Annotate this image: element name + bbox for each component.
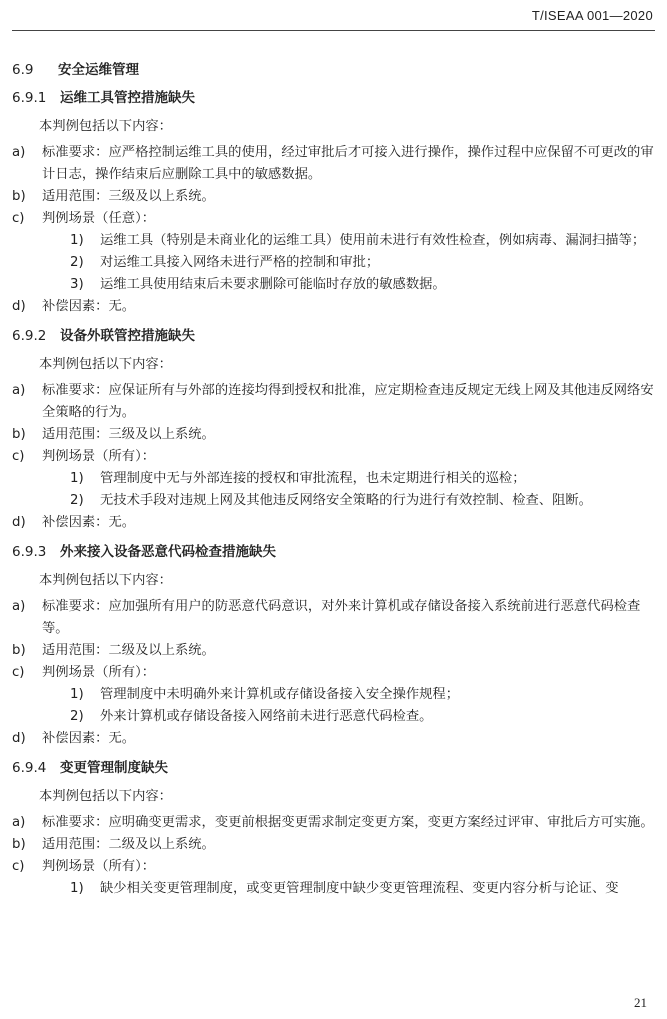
- list-item-a: [12, 380, 655, 424]
- list-item-c: [12, 662, 655, 684]
- list-marker: c): [12, 665, 25, 680]
- list-text: 补偿因素：无。: [42, 299, 136, 314]
- section-heading-6-9: [12, 62, 655, 78]
- sub-marker: 2): [70, 255, 84, 270]
- sub-marker: 1): [70, 881, 84, 896]
- list-item-a: [12, 142, 655, 186]
- section-number: 6.9: [12, 62, 34, 78]
- list-item-b: [12, 834, 655, 856]
- sub-text: 无技术手段对违规上网及其他违反网络安全策略的行为进行有效控制、检查、阻断。: [100, 493, 592, 508]
- sub-item-2: [12, 706, 655, 728]
- list-marker: d): [12, 299, 26, 314]
- list-item-c: [12, 208, 655, 230]
- sub-marker: 1): [70, 687, 84, 702]
- sub-marker: 2): [70, 493, 84, 508]
- list-text: 标准要求：应加强所有用户的防恶意代码意识，对外来计算机或存储设备接入系统前进行恶意代码检查等。: [42, 599, 641, 636]
- list-item-a: [12, 812, 655, 834]
- sub-item-1: [12, 878, 655, 900]
- section-6-9-2: [12, 328, 655, 534]
- sub-text: 管理制度中未明确外来计算机或存储设备接入安全操作规程；: [100, 687, 460, 702]
- subsection-number: 6.9.2: [12, 328, 47, 344]
- list-marker: d): [12, 515, 26, 530]
- subsection-number: 6.9.4: [12, 760, 47, 776]
- sub-text: 运维工具（特别是未商业化的运维工具）使用前未进行有效性检查，例如病毒、漏洞扫描等；: [100, 233, 646, 248]
- sub-text: 缺少相关变更管理制度，或变更管理制度中缺少变更管理流程、变更内容分析与论证、变: [100, 881, 619, 896]
- sub-item-1: [12, 230, 655, 252]
- document-body: [12, 62, 655, 910]
- page-number: 21: [634, 995, 647, 1010]
- intro-text: 本判例包括以下内容：: [39, 573, 172, 588]
- sub-item-2: [12, 490, 655, 512]
- sub-marker: 1): [70, 233, 84, 248]
- subsection-title: 变更管理制度缺失: [60, 760, 168, 776]
- subsection-title: 运维工具管控措施缺失: [60, 90, 195, 106]
- section-title: 安全运维管理: [58, 62, 139, 78]
- list-text: 适用范围：三级及以上系统。: [42, 189, 215, 204]
- list-marker: d): [12, 731, 26, 746]
- list-text: 适用范围：二级及以上系统。: [42, 837, 215, 852]
- subsection-heading: [12, 328, 655, 344]
- list-marker: b): [12, 427, 26, 442]
- list-item-d: [12, 728, 655, 750]
- list-item-b: [12, 186, 655, 208]
- intro-text: 本判例包括以下内容：: [39, 119, 172, 134]
- sub-text: 运维工具使用结束后未要求删除可能临时存放的敏感数据。: [100, 277, 446, 292]
- list-text: 补偿因素：无。: [42, 515, 136, 530]
- list-text: 适用范围：三级及以上系统。: [42, 427, 215, 442]
- sub-item-1: [12, 684, 655, 706]
- section-6-9-1: [12, 90, 655, 318]
- list-marker: b): [12, 837, 26, 852]
- list-marker: b): [12, 643, 26, 658]
- section-6-9-4: [12, 760, 655, 900]
- list-text: 标准要求：应保证所有与外部的连接均得到授权和批准，应定期检查违反规定无线上网及其他违反网络安全策略的行为。: [42, 383, 654, 420]
- subsection-number: 6.9.1: [12, 90, 47, 106]
- sub-marker: 3): [70, 277, 84, 292]
- list-text: 补偿因素：无。: [42, 731, 136, 746]
- subsection-heading: [12, 760, 655, 776]
- list-marker: a): [12, 145, 26, 160]
- intro-text: 本判例包括以下内容：: [39, 357, 172, 372]
- list-item-b: [12, 640, 655, 662]
- list-text: 判例场景（所有）：: [42, 449, 156, 464]
- header-rule: [12, 30, 655, 31]
- list-item-c: [12, 446, 655, 468]
- intro-text: 本判例包括以下内容：: [39, 789, 172, 804]
- sub-text: 对运维工具接入网络未进行严格的控制和审批；: [100, 255, 380, 270]
- list-marker: c): [12, 859, 25, 874]
- list-marker: a): [12, 599, 26, 614]
- subsection-heading: [12, 90, 655, 106]
- document-code: T/ISEAA 001—2020: [531, 8, 653, 23]
- subsection-title: 设备外联管控措施缺失: [60, 328, 195, 344]
- list-item-c: [12, 856, 655, 878]
- subsection-number: 6.9.3: [12, 544, 47, 560]
- sub-item-3: [12, 274, 655, 296]
- list-marker: c): [12, 449, 25, 464]
- list-marker: a): [12, 383, 26, 398]
- list-text: 适用范围：二级及以上系统。: [42, 643, 215, 658]
- list-text: 判例场景（所有）：: [42, 665, 156, 680]
- list-item-d: [12, 512, 655, 534]
- list-marker: b): [12, 189, 26, 204]
- list-marker: c): [12, 211, 25, 226]
- list-item-b: [12, 424, 655, 446]
- subsection-heading: [12, 544, 655, 560]
- sub-item-1: [12, 468, 655, 490]
- list-item-d: [12, 296, 655, 318]
- list-text: 判例场景（所有）：: [42, 859, 156, 874]
- sub-marker: 2): [70, 709, 84, 724]
- sub-text: 外来计算机或存储设备接入网络前未进行恶意代码检查。: [100, 709, 433, 724]
- list-item-a: [12, 596, 655, 640]
- sub-item-2: [12, 252, 655, 274]
- list-text: 标准要求：应严格控制运维工具的使用，经过审批后才可接入进行操作，操作过程中应保留不可更改的审计日志，操作结束后应删除工具中的敏感数据。: [42, 145, 654, 182]
- section-6-9-3: [12, 544, 655, 750]
- list-text: 标准要求：应明确变更需求，变更前根据变更需求制定变更方案，变更方案经过评审、审批后方可实施。: [42, 815, 654, 830]
- list-marker: a): [12, 815, 26, 830]
- sub-marker: 1): [70, 471, 84, 486]
- subsection-title: 外来接入设备恶意代码检查措施缺失: [60, 544, 276, 560]
- sub-text: 管理制度中无与外部连接的授权和审批流程，也未定期进行相关的巡检；: [100, 471, 526, 486]
- list-text: 判例场景（任意）：: [42, 211, 156, 226]
